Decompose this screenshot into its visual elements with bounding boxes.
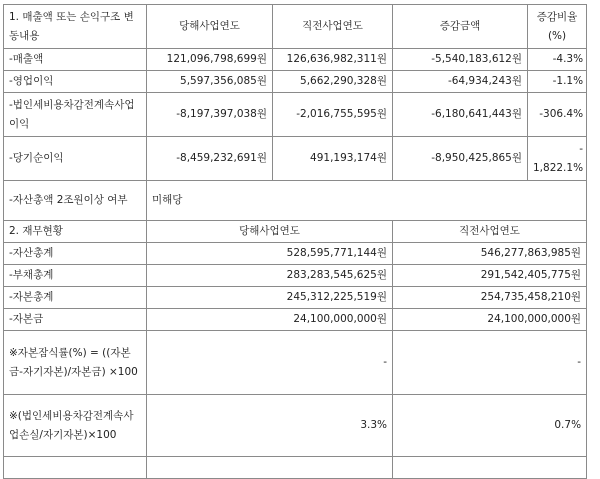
cell-previous: 24,100,000,000원	[393, 309, 587, 331]
table-row	[4, 309, 587, 331]
row-label: -자본총계	[4, 287, 147, 309]
section1-header-row	[4, 5, 587, 49]
cell-current: 24,100,000,000원	[147, 309, 393, 331]
section2-title: 2. 재무현황	[4, 221, 147, 243]
row-label: -법인세비용차감전계속사업이익	[4, 93, 147, 137]
table-row	[4, 137, 587, 181]
header-previous-year: 직전사업연도	[393, 221, 587, 243]
cell-change: -8,950,425,865원	[393, 137, 528, 181]
cell-previous: 5,662,290,328원	[273, 71, 393, 93]
cell-current: -8,197,397,038원	[147, 93, 273, 137]
row-label: ※(법인세비용차감전계속사업손실/자기자본)×100	[4, 395, 147, 457]
cell-previous: 254,735,458,210원	[393, 287, 587, 309]
table-row	[4, 243, 587, 265]
table-row	[4, 287, 587, 309]
ratio-value: 1,822.1%	[533, 161, 584, 174]
cell-ratio: -1.1%	[528, 71, 587, 93]
section1-title: 1. 매출액 또는 손익구조 변동내용	[4, 5, 147, 49]
cell-ratio: -4.3%	[528, 49, 587, 71]
cell-current: 283,283,545,625원	[147, 265, 393, 287]
header-previous-year: 직전사업연도	[273, 5, 393, 49]
cell-current: 245,312,225,519원	[147, 287, 393, 309]
table-row	[4, 181, 587, 221]
table-row	[4, 49, 587, 71]
table-row	[4, 265, 587, 287]
section2-header-row	[4, 221, 587, 243]
cell-previous: 0.7%	[393, 395, 587, 457]
header-change-amount: 증감금액	[393, 5, 528, 49]
header-current-year: 당해사업연도	[147, 221, 393, 243]
cell-previous: 491,193,174원	[273, 137, 393, 181]
cell-previous: 291,542,405,775원	[393, 265, 587, 287]
cell-previous: -2,016,755,595원	[273, 93, 393, 137]
cell-current: -8,459,232,691원	[147, 137, 273, 181]
row-label: -자본금	[4, 309, 147, 331]
cell-previous: 546,277,863,985원	[393, 243, 587, 265]
row-label: ※자본잠식률(%) = ((자본금-자기자본)/자본금) ×100	[4, 331, 147, 395]
cell-ratio: -306.4%	[528, 93, 587, 137]
row-label: -자산총계	[4, 243, 147, 265]
cell-current: 528,595,771,144원	[147, 243, 393, 265]
cell-current: 5,597,356,085원	[147, 71, 273, 93]
cell-current: 121,096,798,699원	[147, 49, 273, 71]
row-label: -매출액	[4, 49, 147, 71]
disclosure-table	[3, 4, 587, 479]
row-label: -자산총액 2조원이상 여부	[4, 181, 147, 221]
cell-current: -	[147, 331, 393, 395]
cell-ratio	[528, 137, 587, 181]
row-label: -부채총계	[4, 265, 147, 287]
table-row	[4, 71, 587, 93]
header-current-year: 당해사업연도	[147, 5, 273, 49]
table-row	[4, 93, 587, 137]
row-label: -당기순이익	[4, 137, 147, 181]
cell-current: 3.3%	[147, 395, 393, 457]
cell-previous: 126,636,982,311원	[273, 49, 393, 71]
table-row	[4, 331, 587, 395]
cell-previous: -	[393, 331, 587, 395]
table-row	[4, 395, 587, 457]
row-label: -영업이익	[4, 71, 147, 93]
header-change-ratio: 증감비율(%)	[528, 5, 587, 49]
cell-change: -64,934,243원	[393, 71, 528, 93]
asset-threshold-value: 미해당	[147, 181, 587, 221]
ratio-sign: -	[579, 142, 584, 155]
cell-change: -6,180,641,443원	[393, 93, 528, 137]
cell-change: -5,540,183,612원	[393, 49, 528, 71]
